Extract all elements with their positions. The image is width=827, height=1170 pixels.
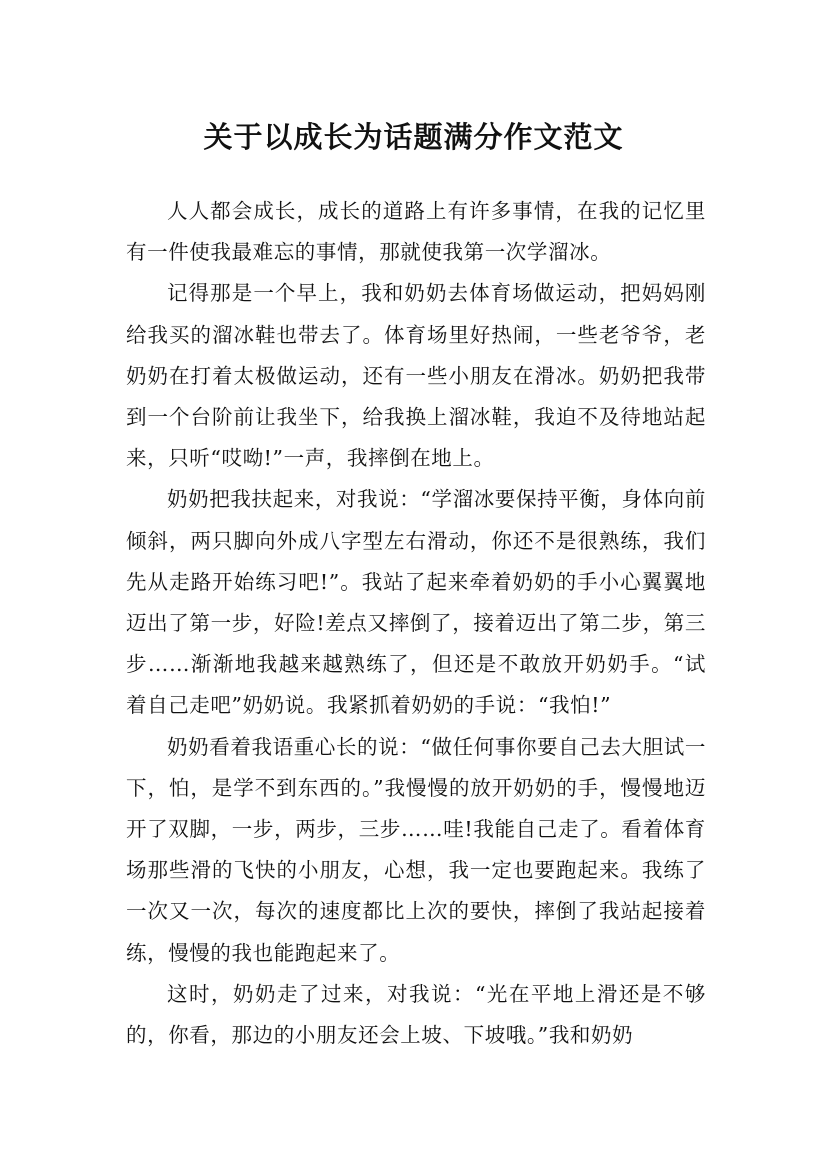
paragraph: 这时，奶奶走了过来，对我说：“光在平地上滑还是不够的，你看，那边的小朋友还会上坡、下坡哦。”我和奶奶 (126, 981, 706, 1048)
paragraph: 奶奶看着我语重心长的说：“做任何事你要自己去大胆试一下，怕，是学不到东西的。”我慢慢的放开奶奶的手，慢慢地迈开了双脚，一步，两步，三步……哇!我能自己走了。看着体育场那些滑的飞快的小朋友，心想，我一定也要跑起来。我练了一次又一次，每次的速度都比上次的要快，摔倒了我站起接着练，慢慢的我也能跑起来了。 (126, 734, 706, 965)
document-title: 关于以成长为话题满分作文范文 (203, 120, 624, 155)
document-body (126, 191, 706, 1056)
paragraph: 人人都会成长，成长的道路上有许多事情，在我的记忆里有一件使我最难忘的事情，那就使我第一次学溜冰。 (126, 199, 706, 265)
paragraph: 奶奶把我扶起来，对我说：“学溜冰要保持平衡，身体向前倾斜，两只脚向外成八字型左右滑动，你还不是很熟练，我们先从走路开始练习吧!”。我站了起来牵着奶奶的手小心翼翼地迈出了第一步，好险!差点又摔倒了，接着迈出了第二步，第三步……渐渐地我越来越熟练了，但还是不敢放开奶奶手。“试着自己走吧”奶奶说。我紧抓着奶奶的手说：“我怕!” (126, 487, 706, 718)
paragraph: 记得那是一个早上，我和奶奶去体育场做运动，把妈妈刚给我买的溜冰鞋也带去了。体育场里好热闹，一些老爷爷，老奶奶在打着太极做运动，还有一些小朋友在滑冰。奶奶把我带到一个台阶前让我坐下，给我换上溜冰鞋，我迫不及待地站起来，只听“哎呦!”一声，我摔倒在地上。 (126, 281, 706, 471)
